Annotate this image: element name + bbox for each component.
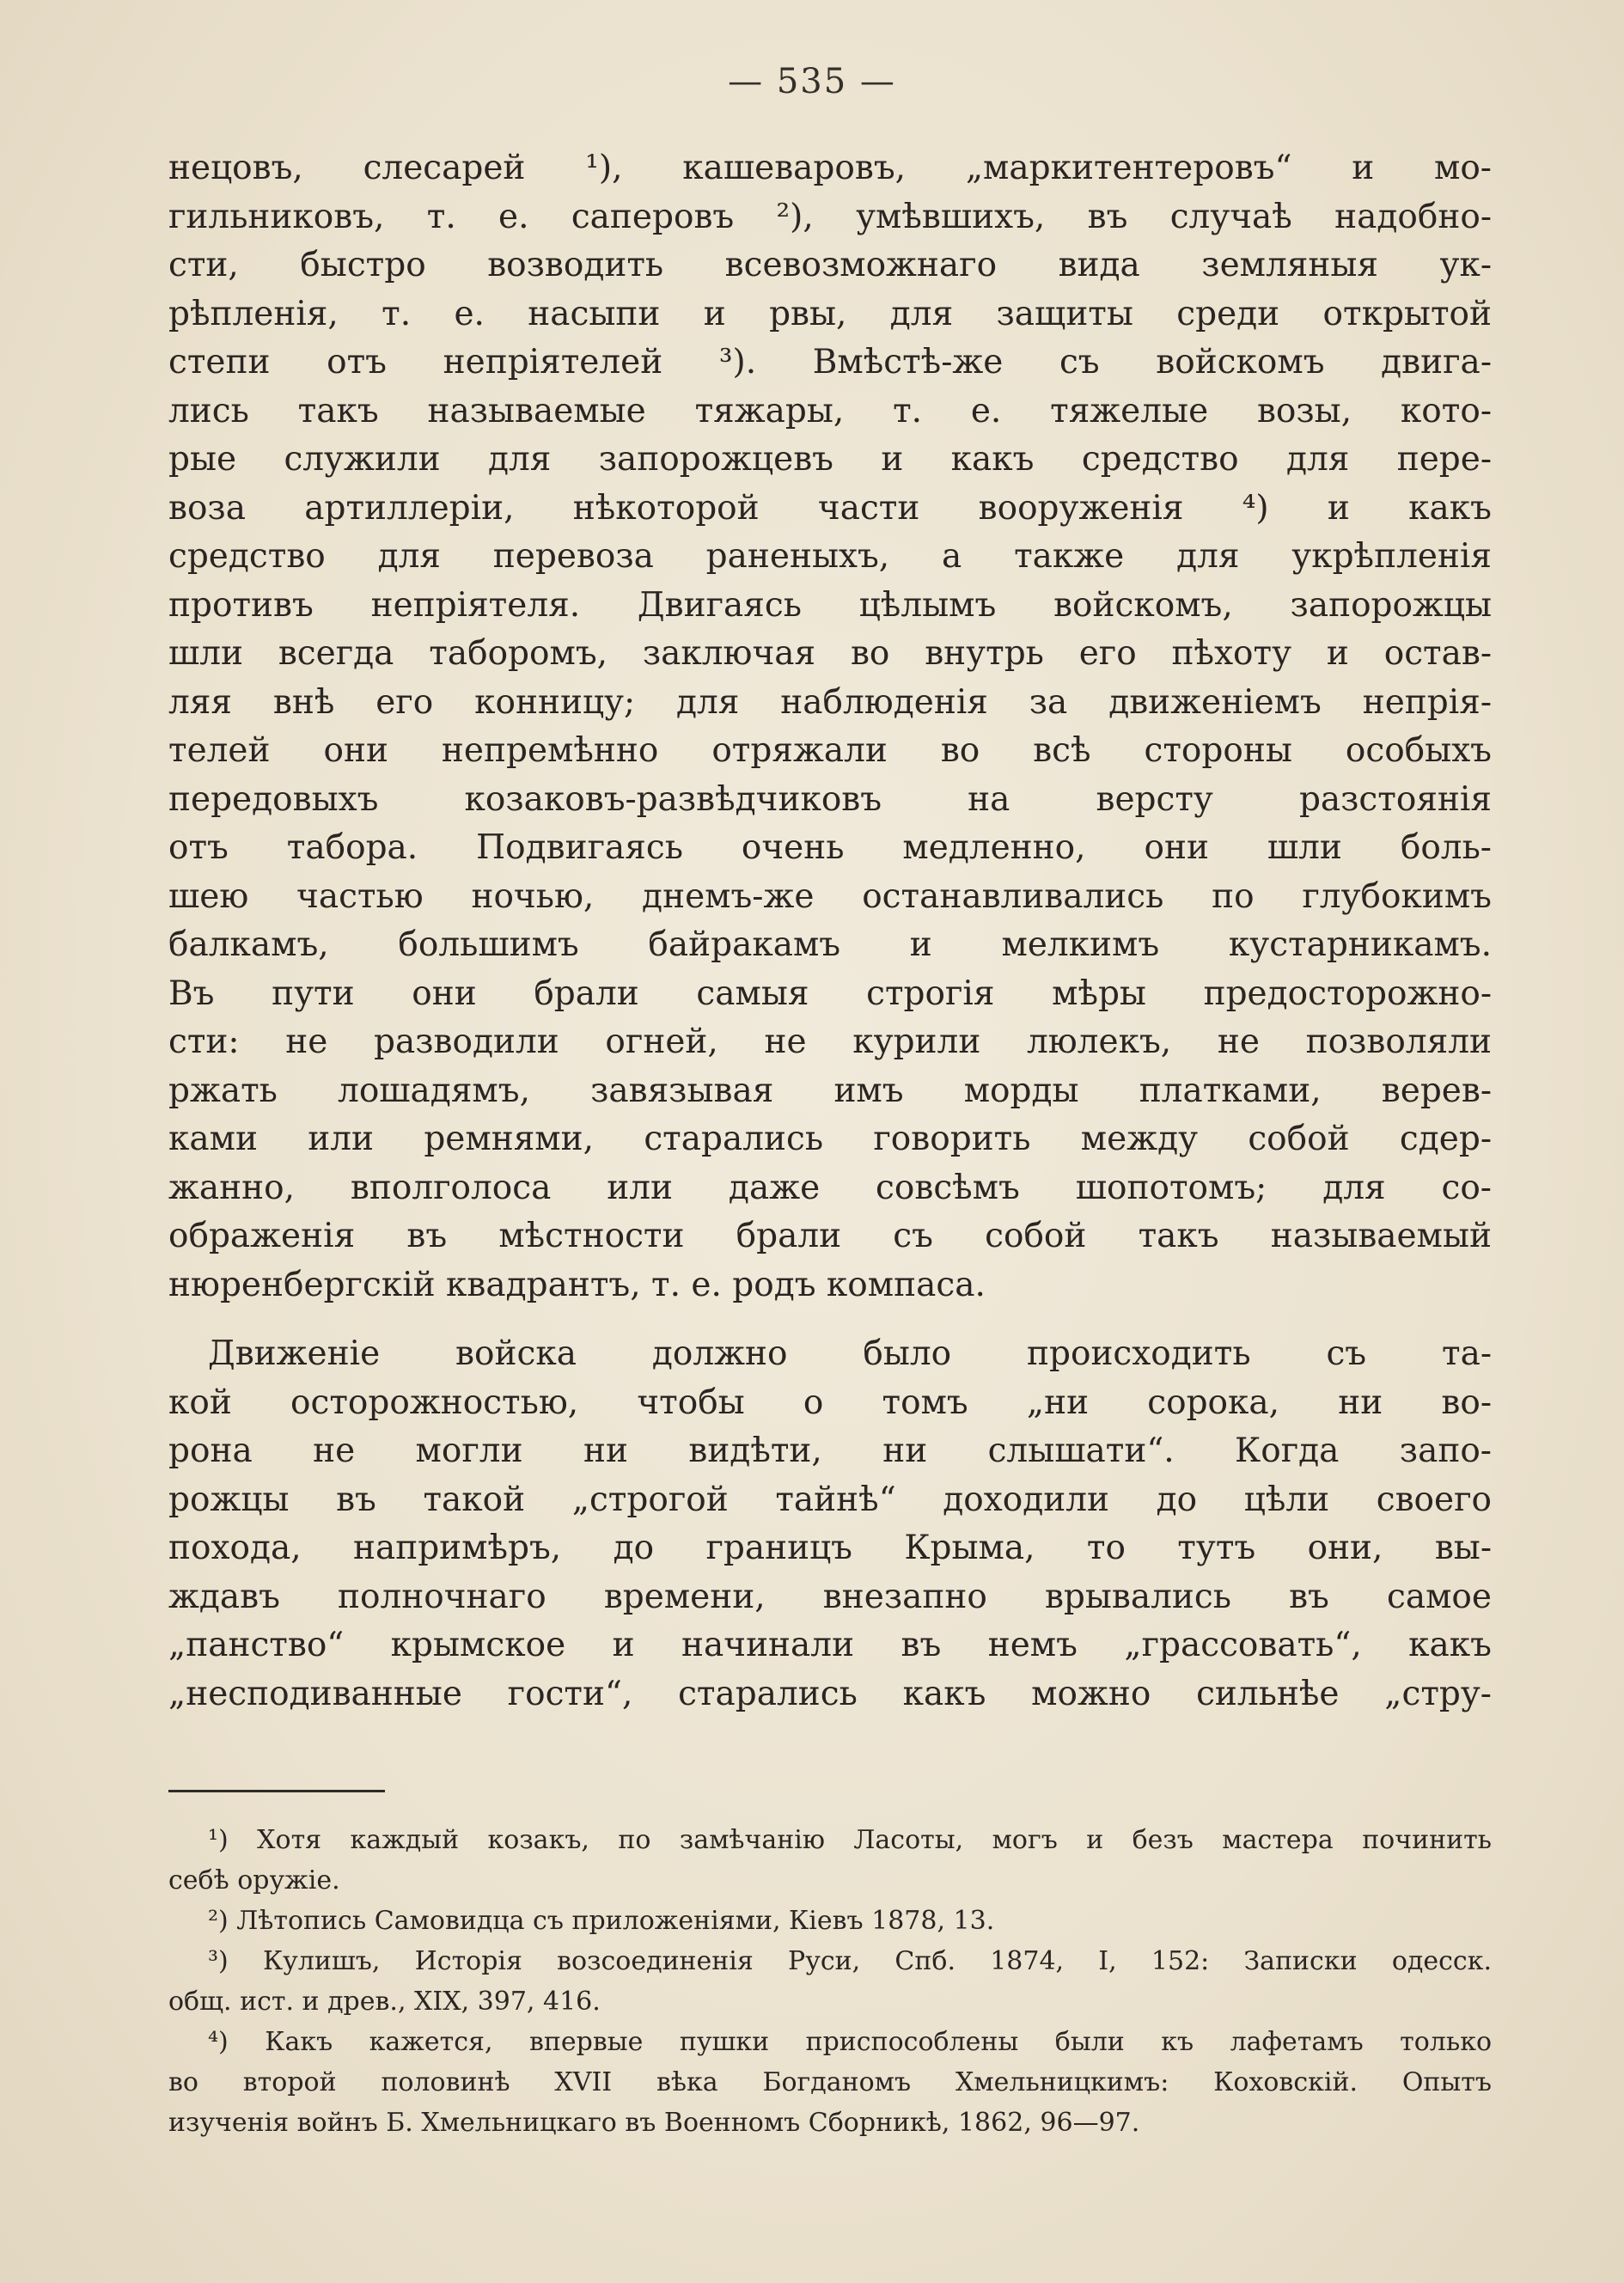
footnote-line: во второй половинѣ XVII вѣка Богданомъ Хмельницкимъ: Коховскій. Опытъ: [168, 2067, 1492, 2097]
text-line: ляя внѣ его конницу; для наблюденія за движеніемъ непрія-: [168, 682, 1492, 722]
text-line: средство для перевоза раненыхъ, а также для укрѣпленія: [168, 537, 1492, 576]
text-line: Въ пути они брали самыя строгія мѣры предосторожно-: [168, 974, 1492, 1013]
text-line: рона не могли ни видѣти, ни слышати“. Когда запо-: [168, 1431, 1492, 1470]
text-line: противъ непріятеля. Двигаясь цѣлымъ войскомъ, запорожцы: [168, 585, 1492, 625]
text-line: ждавъ полночнаго времени, внезапно врывались въ самое: [168, 1577, 1492, 1616]
footnote-line: изученія войнъ Б. Хмельницкаго въ Военномъ Сборникѣ, 1862, 96—97.: [168, 2108, 1140, 2138]
text-line: шею частью ночью, днемъ-же останавливались по глубокимъ: [168, 876, 1492, 916]
text-line: нюренбергскій квадрантъ, т. е. родъ компаса.: [168, 1265, 986, 1304]
footnote-divider: [168, 1790, 385, 1792]
text-line: кой осторожностью, чтобы о томъ „ни сорока, ни во-: [168, 1383, 1492, 1422]
paragraph: [168, 144, 1492, 1309]
footnote-line: ⁴) Какъ кажется, впервые пушки приспособлены были къ лафетамъ только: [208, 2027, 1492, 2057]
main-text: [168, 144, 1492, 1718]
footnotes: [168, 1820, 1492, 2143]
text-line: балкамъ, большимъ байракамъ и мелкимъ кустарникамъ.: [168, 925, 1492, 964]
text-line: гильниковъ, т. е. саперовъ ²), умѣвшихъ, въ случаѣ надобно-: [168, 197, 1492, 236]
text-line: ображенія въ мѣстности брали съ собой такъ называемый: [168, 1217, 1492, 1255]
footnote-line: себѣ оружіе.: [168, 1865, 340, 1895]
text-line: нецовъ, слесарей ¹), кашеваровъ, „маркитентеровъ“ и мо-: [168, 149, 1492, 187]
footnote-line: общ. ист. и древ., XIX, 397, 416.: [168, 1987, 601, 2017]
text-line: ржать лошадямъ, завязывая имъ морды платками, верев-: [168, 1071, 1492, 1110]
text-line: „панство“ крымское и начинали въ немъ „грассовать“, какъ: [168, 1626, 1492, 1664]
text-line: лись такъ называемые тяжары, т. е. тяжелые возы, кото-: [168, 391, 1492, 430]
text-line: жанно, вполголоса или даже совсѣмъ шопотомъ; для со-: [168, 1168, 1492, 1207]
text-line: воза артиллеріи, нѣкоторой части вооруженія ⁴) и какъ: [168, 488, 1492, 528]
footnote: [168, 1901, 1492, 1941]
footnote: [168, 1941, 1492, 2022]
text-line: шли всегда таборомъ, заключая во внутрь его пѣхоту и остав-: [168, 634, 1492, 673]
text-line: рѣпленія, т. е. насыпи и рвы, для защиты среди открытой: [168, 294, 1492, 333]
text-line: рожцы въ такой „строгой тайнѣ“ доходили до цѣли своего: [168, 1480, 1492, 1519]
text-line: телей они непремѣнно отряжали во всѣ стороны особыхъ: [168, 731, 1492, 770]
text-line: степи отъ непріятелей ³). Вмѣстѣ-же съ войскомъ двига-: [168, 343, 1492, 382]
text-line: сти, быстро возводить всевозможнаго вида земляныя ук-: [168, 246, 1492, 284]
text-line: сти: не разводили огней, не курили люлекъ, не позволяли: [168, 1022, 1492, 1061]
text-line: ками или ремнями, старались говорить между собой сдер-: [168, 1120, 1492, 1158]
footnote-line: ³) Кулишъ, Исторія возсоединенія Руси, Спб. 1874, I, 152: Записки одесск.: [208, 1946, 1492, 1976]
footnote: [168, 2022, 1492, 2143]
text-line: Движеніе войска должно было происходить съ та-: [208, 1334, 1492, 1373]
paragraph: [168, 1330, 1492, 1718]
text-line: „несподиванные гости“, старались какъ можно сильнѣе „стру-: [168, 1674, 1492, 1713]
footnote-line: ²) Лѣтопись Самовидца съ приложеніями, Кіевъ 1878, 13.: [208, 1906, 995, 1936]
text-line: передовыхъ козаковъ-развѣдчиковъ на версту разстоянія: [168, 779, 1492, 819]
text-line: отъ табора. Подвигаясь очень медленно, они шли боль-: [168, 828, 1492, 867]
page-number: — 535 —: [728, 62, 896, 101]
footnote: [168, 1820, 1492, 1901]
text-line: рые служили для запорожцевъ и какъ средство для пере-: [168, 440, 1492, 479]
footnote-line: ¹) Хотя каждый козакъ, по замѣчанію Ласоты, могъ и безъ мастера починить: [208, 1825, 1492, 1855]
text-line: похода, напримѣръ, до границъ Крыма, то тутъ они, вы-: [168, 1529, 1492, 1567]
